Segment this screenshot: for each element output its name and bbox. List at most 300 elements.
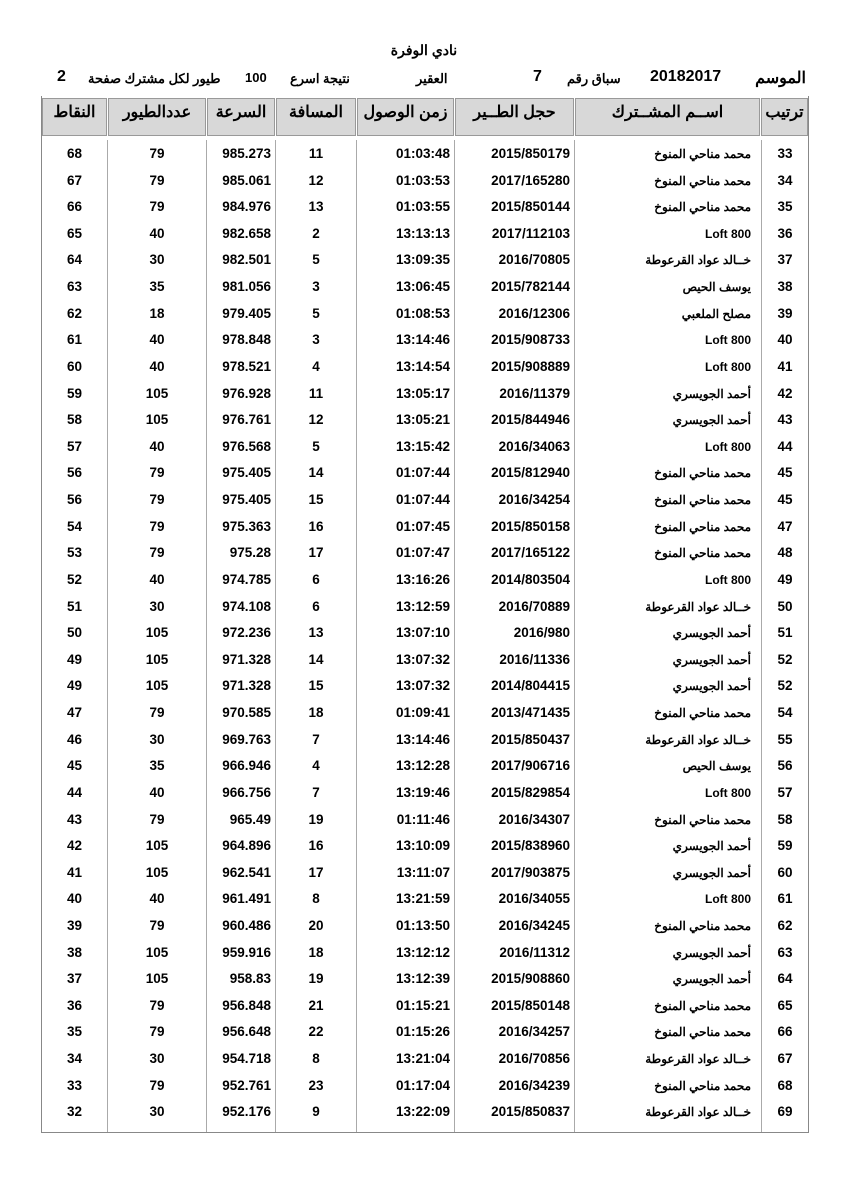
member-name-cell: محمد مناحي المنوخ xyxy=(654,519,751,534)
speed-cell: 965.49 xyxy=(229,811,271,827)
member-name-cell: أحمد الجويسري xyxy=(672,386,751,401)
distance-cell: 11 xyxy=(308,385,324,401)
speed-cell: 952.176 xyxy=(222,1104,271,1120)
speed-cell: 956.848 xyxy=(222,997,271,1013)
distance-cell: 20 xyxy=(308,917,324,933)
distance-cell: 17 xyxy=(308,545,324,561)
table-row xyxy=(42,673,808,699)
member-name-cell: Loft 800 xyxy=(704,785,751,800)
birds-cell: 79 xyxy=(149,146,165,161)
birds-cell: 30 xyxy=(149,1051,165,1067)
ring-cell: 2016/34063 xyxy=(498,438,570,454)
table-row xyxy=(42,780,808,806)
birds-cell: 18 xyxy=(149,305,165,321)
ring-cell: 2016/11379 xyxy=(499,385,570,401)
header-arrival-time: زمن الوصول xyxy=(357,98,454,136)
ring-cell: 2016/34254 xyxy=(498,492,570,508)
rank-cell: 48 xyxy=(777,545,793,561)
arrival-time-cell: 13:22:09 xyxy=(395,1104,450,1120)
member-name-cell: Loft 800 xyxy=(704,226,751,241)
birds-cell: 79 xyxy=(149,811,165,827)
distance-cell: 7 xyxy=(312,784,320,800)
distance-cell: 4 xyxy=(312,758,320,774)
birds-cell: 105 xyxy=(145,838,169,854)
distance-cell: 3 xyxy=(312,332,320,348)
distance-cell: 16 xyxy=(308,838,324,854)
member-name-cell: أحمد الجويسري xyxy=(672,972,751,987)
member-name-cell: محمد مناحي المنوخ xyxy=(654,812,751,827)
points-cell: 42 xyxy=(66,838,83,854)
ring-cell: 2016/34257 xyxy=(498,1024,570,1040)
rank-cell: 69 xyxy=(777,1104,793,1120)
arrival-time-cell: 13:07:10 xyxy=(395,625,450,641)
distance-cell: 18 xyxy=(308,705,324,721)
points-cell: 44 xyxy=(66,784,83,800)
rank-cell: 50 xyxy=(777,598,793,614)
arrival-time-cell: 01:03:55 xyxy=(395,199,450,215)
points-cell: 50 xyxy=(66,625,83,641)
distance-cell: 22 xyxy=(308,1024,324,1040)
member-name-cell: يوسف الحيص xyxy=(682,759,751,774)
arrival-time-cell: 13:12:28 xyxy=(395,758,450,774)
points-cell: 63 xyxy=(66,279,83,295)
points-cell: 56 xyxy=(66,492,83,508)
member-name-cell: أحمد الجويسري xyxy=(672,413,751,428)
birds-cell: 40 xyxy=(149,358,165,374)
speed-cell: 976.568 xyxy=(222,438,271,454)
arrival-time-cell: 01:07:45 xyxy=(395,518,450,534)
speed-cell: 985.061 xyxy=(222,172,271,188)
arrival-time-cell: 13:05:17 xyxy=(395,385,450,401)
ring-cell: 2016/12306 xyxy=(498,305,570,321)
table-header xyxy=(42,96,808,138)
ring-cell: 2015/850179 xyxy=(491,146,570,161)
points-cell: 60 xyxy=(66,358,83,374)
ring-cell: 2015/812940 xyxy=(491,465,570,481)
distance-cell: 6 xyxy=(312,598,320,614)
table-row xyxy=(42,940,808,966)
speed-cell: 959.916 xyxy=(222,944,271,960)
ring-cell: 2017/112103 xyxy=(491,225,570,241)
birds-cell: 105 xyxy=(145,864,169,880)
arrival-time-cell: 13:19:46 xyxy=(395,784,450,800)
result-label: نتيجة اسرع xyxy=(290,71,350,86)
speed-cell: 976.761 xyxy=(222,412,271,428)
speed-cell: 982.501 xyxy=(222,252,271,268)
member-name-cell: أحمد الجويسري xyxy=(672,679,751,694)
birds-cell: 30 xyxy=(149,252,165,268)
rank-cell: 52 xyxy=(777,678,793,694)
ring-cell: 2017/165280 xyxy=(491,172,570,188)
rank-cell: 47 xyxy=(777,518,793,534)
member-name-cell: محمد مناحي المنوخ xyxy=(654,173,751,188)
member-name-cell: خــالد عواد القرعوطة xyxy=(645,253,751,268)
ring-cell: 2016/980 xyxy=(513,625,570,641)
ring-cell: 2017/906716 xyxy=(491,758,570,774)
points-cell: 33 xyxy=(66,1077,83,1093)
ring-cell: 2016/34055 xyxy=(498,891,570,907)
table-row xyxy=(42,567,808,593)
rank-cell: 45 xyxy=(777,465,793,481)
distance-cell: 15 xyxy=(308,678,324,694)
distance-cell: 14 xyxy=(308,465,324,481)
birds-cell: 35 xyxy=(149,279,165,295)
speed-cell: 984.976 xyxy=(222,199,271,215)
rank-cell: 59 xyxy=(777,838,793,854)
rank-cell: 61 xyxy=(777,891,793,907)
distance-cell: 15 xyxy=(308,492,324,508)
birds-cell: 30 xyxy=(149,1104,165,1120)
arrival-time-cell: 13:07:32 xyxy=(395,678,450,694)
points-cell: 35 xyxy=(66,1024,83,1040)
distance-cell: 16 xyxy=(308,518,324,534)
rank-cell: 39 xyxy=(777,305,793,321)
points-cell: 53 xyxy=(66,545,83,561)
speed-cell: 960.486 xyxy=(222,917,271,933)
member-name-cell: يوسف الحيص xyxy=(682,280,751,295)
speed-cell: 971.328 xyxy=(222,678,271,694)
birds-cell: 79 xyxy=(149,492,165,508)
arrival-time-cell: 13:16:26 xyxy=(395,571,450,587)
distance-cell: 21 xyxy=(308,997,324,1013)
member-name-cell: محمد مناحي المنوخ xyxy=(654,546,751,561)
ring-cell: 2016/34245 xyxy=(498,917,570,933)
table-row xyxy=(42,487,808,513)
arrival-time-cell: 01:07:44 xyxy=(395,492,450,508)
header-speed: السرعة xyxy=(207,98,275,136)
points-cell: 47 xyxy=(66,705,83,721)
rank-cell: 65 xyxy=(777,997,793,1013)
distance-cell: 8 xyxy=(312,1051,320,1067)
rank-cell: 60 xyxy=(777,864,793,880)
rank-cell: 68 xyxy=(777,1077,793,1093)
birds-cell: 105 xyxy=(145,412,169,428)
points-cell: 62 xyxy=(66,305,83,321)
speed-cell: 974.785 xyxy=(222,571,271,587)
birds-cell: 79 xyxy=(149,997,165,1013)
distance-cell: 18 xyxy=(308,944,324,960)
speed-cell: 976.928 xyxy=(222,385,271,401)
table-row xyxy=(42,407,808,433)
table-row xyxy=(42,381,808,407)
arrival-time-cell: 13:14:54 xyxy=(395,358,450,374)
ring-cell: 2014/803504 xyxy=(491,571,570,587)
member-name-cell: Loft 800 xyxy=(704,333,751,348)
distance-cell: 5 xyxy=(312,252,320,268)
member-name-cell: محمد مناحي المنوخ xyxy=(654,998,751,1013)
speed-cell: 974.108 xyxy=(222,598,271,614)
birds-cell: 105 xyxy=(145,385,169,401)
birds-count: 100 xyxy=(245,70,267,85)
arrival-time-cell: 13:06:45 xyxy=(395,279,450,295)
distance-cell: 12 xyxy=(308,172,324,188)
table-row xyxy=(42,886,808,912)
rank-cell: 41 xyxy=(777,358,793,374)
distance-cell: 7 xyxy=(312,731,320,747)
points-cell: 54 xyxy=(66,518,83,534)
rank-cell: 36 xyxy=(777,225,793,241)
club-title: نادي الوفرة xyxy=(390,42,458,58)
points-cell: 64 xyxy=(66,252,83,268)
arrival-time-cell: 01:15:21 xyxy=(395,997,450,1013)
ring-cell: 2017/165122 xyxy=(491,545,570,561)
ring-cell: 2016/70805 xyxy=(498,252,570,268)
birds-cell: 79 xyxy=(149,172,165,188)
table-row xyxy=(42,700,808,726)
arrival-time-cell: 01:11:46 xyxy=(396,811,450,827)
speed-cell: 962.541 xyxy=(222,864,271,880)
race-location: العقير xyxy=(416,71,448,86)
member-name-cell: خــالد عواد القرعوطة xyxy=(645,732,751,747)
points-cell: 49 xyxy=(66,678,83,694)
rank-cell: 49 xyxy=(777,571,793,587)
ring-cell: 2015/850437 xyxy=(491,731,570,747)
table-row xyxy=(42,168,808,194)
member-name-cell: محمد مناحي المنوخ xyxy=(654,200,751,215)
arrival-time-cell: 01:03:53 xyxy=(395,172,450,188)
birds-cell: 35 xyxy=(149,758,165,774)
birds-cell: 79 xyxy=(149,465,165,481)
arrival-time-cell: 13:15:42 xyxy=(395,438,450,454)
distance-cell: 19 xyxy=(308,971,324,987)
distance-cell: 14 xyxy=(308,651,324,667)
birds-cell: 105 xyxy=(145,625,169,641)
birds-cell: 40 xyxy=(149,438,165,454)
speed-cell: 975.363 xyxy=(222,518,271,534)
birds-cell: 105 xyxy=(145,944,169,960)
points-cell: 67 xyxy=(66,172,83,188)
arrival-time-cell: 13:05:21 xyxy=(395,412,450,428)
points-cell: 51 xyxy=(66,598,83,614)
table-row xyxy=(42,141,808,167)
rank-cell: 64 xyxy=(777,971,793,987)
member-name-cell: خــالد عواد القرعوطة xyxy=(645,1052,751,1067)
distance-cell: 5 xyxy=(312,438,320,454)
rank-cell: 42 xyxy=(777,385,793,401)
distance-cell: 13 xyxy=(308,625,324,641)
birds-cell: 79 xyxy=(149,1077,165,1093)
distance-cell: 12 xyxy=(308,412,324,428)
member-name-cell: Loft 800 xyxy=(704,572,751,587)
table-row xyxy=(42,1046,808,1072)
arrival-time-cell: 13:21:04 xyxy=(395,1051,450,1067)
member-name-cell: محمد مناحي المنوخ xyxy=(654,147,751,161)
points-cell: 41 xyxy=(66,864,83,880)
rank-cell: 55 xyxy=(777,731,793,747)
speed-cell: 958.83 xyxy=(229,971,271,987)
points-cell: 65 xyxy=(66,225,83,241)
results-table xyxy=(41,96,809,1133)
member-name-cell: خــالد عواد القرعوطة xyxy=(645,599,751,614)
birds-cell: 79 xyxy=(149,1024,165,1040)
member-name-cell: أحمد الجويسري xyxy=(672,839,751,854)
distance-cell: 17 xyxy=(308,864,324,880)
distance-cell: 2 xyxy=(312,225,320,241)
rank-cell: 35 xyxy=(777,199,793,215)
rank-cell: 51 xyxy=(777,625,793,641)
table-row xyxy=(42,753,808,779)
per-member-label: طيور لكل مشترك صفحة xyxy=(88,71,221,86)
table-row xyxy=(42,833,808,859)
header-ring: حجل الطــير xyxy=(455,98,574,136)
points-cell: 39 xyxy=(66,917,83,933)
speed-cell: 975.28 xyxy=(229,545,271,561)
member-name-cell: محمد مناحي المنوخ xyxy=(654,706,751,721)
speed-cell: 961.491 xyxy=(222,891,271,907)
birds-cell: 40 xyxy=(149,784,165,800)
table-row xyxy=(42,434,808,460)
table-row xyxy=(42,540,808,566)
ring-cell: 2016/70856 xyxy=(498,1051,570,1067)
arrival-time-cell: 13:12:59 xyxy=(395,598,450,614)
points-cell: 38 xyxy=(66,944,83,960)
birds-cell: 40 xyxy=(149,225,165,241)
ring-cell: 2015/850158 xyxy=(491,518,570,534)
ring-cell: 2014/804415 xyxy=(491,678,570,694)
speed-cell: 985.273 xyxy=(222,146,271,161)
ring-cell: 2015/782144 xyxy=(491,279,570,295)
ring-cell: 2015/829854 xyxy=(491,784,570,800)
rank-cell: 52 xyxy=(777,651,793,667)
arrival-time-cell: 13:11:07 xyxy=(396,864,450,880)
speed-cell: 964.896 xyxy=(222,838,271,854)
header-member-name: اســم المشــترك xyxy=(575,98,760,136)
birds-cell: 40 xyxy=(149,571,165,587)
birds-cell: 105 xyxy=(145,678,169,694)
points-cell: 36 xyxy=(66,997,83,1013)
member-name-cell: خــالد عواد القرعوطة xyxy=(645,1105,751,1120)
speed-cell: 981.056 xyxy=(222,279,271,295)
birds-cell: 105 xyxy=(145,651,169,667)
distance-cell: 5 xyxy=(312,305,320,321)
member-name-cell: مصلح الملعبي xyxy=(681,306,751,321)
member-name-cell: أحمد الجويسري xyxy=(672,626,751,641)
rank-cell: 57 xyxy=(777,784,793,800)
birds-cell: 105 xyxy=(145,971,169,987)
points-cell: 58 xyxy=(66,412,83,428)
table-row xyxy=(42,966,808,992)
table-row xyxy=(42,460,808,486)
rank-cell: 34 xyxy=(777,172,793,188)
arrival-time-cell: 13:07:32 xyxy=(395,651,450,667)
race-number: 7 xyxy=(533,68,542,85)
member-name-cell: Loft 800 xyxy=(704,439,751,454)
header-rank: ترتيب xyxy=(761,98,808,136)
speed-cell: 952.761 xyxy=(222,1077,271,1093)
member-name-cell: محمد مناحي المنوخ xyxy=(654,466,751,481)
table-row xyxy=(42,274,808,300)
table-row xyxy=(42,727,808,753)
ring-cell: 2015/838960 xyxy=(491,838,570,854)
table-row xyxy=(42,1099,808,1125)
rank-cell: 63 xyxy=(777,944,793,960)
speed-cell: 972.236 xyxy=(222,625,271,641)
birds-cell: 79 xyxy=(149,705,165,721)
header-distance: المسافة xyxy=(276,98,356,136)
member-name-cell: أحمد الجويسري xyxy=(672,945,751,960)
points-cell: 45 xyxy=(66,758,83,774)
distance-cell: 4 xyxy=(312,358,320,374)
rank-cell: 45 xyxy=(777,492,793,508)
page-number: 2 xyxy=(57,68,66,85)
points-cell: 37 xyxy=(66,971,83,987)
table-row xyxy=(42,354,808,380)
ring-cell: 2015/850144 xyxy=(491,199,570,215)
speed-cell: 982.658 xyxy=(222,225,271,241)
arrival-time-cell: 13:21:59 xyxy=(395,891,450,907)
table-row xyxy=(42,1073,808,1099)
points-cell: 66 xyxy=(66,199,83,215)
speed-cell: 966.756 xyxy=(222,784,271,800)
arrival-time-cell: 01:09:41 xyxy=(395,705,450,721)
ring-cell: 2015/850837 xyxy=(491,1104,570,1120)
points-cell: 46 xyxy=(66,731,83,747)
ring-cell: 2015/908889 xyxy=(491,358,570,374)
ring-cell: 2016/70889 xyxy=(498,598,570,614)
table-row xyxy=(42,247,808,273)
arrival-time-cell: 01:15:26 xyxy=(395,1024,450,1040)
speed-cell: 975.405 xyxy=(222,492,271,508)
table-row xyxy=(42,301,808,327)
rank-cell: 43 xyxy=(777,412,793,428)
arrival-time-cell: 13:12:39 xyxy=(395,971,450,987)
points-cell: 40 xyxy=(66,891,83,907)
ring-cell: 2013/471435 xyxy=(491,705,570,721)
arrival-time-cell: 01:07:44 xyxy=(395,465,450,481)
points-cell: 57 xyxy=(66,438,83,454)
member-name-cell: Loft 800 xyxy=(704,359,751,374)
table-row xyxy=(42,514,808,540)
rank-cell: 44 xyxy=(777,438,793,454)
rank-cell: 67 xyxy=(777,1051,793,1067)
arrival-time-cell: 13:10:09 xyxy=(395,838,450,854)
speed-cell: 979.405 xyxy=(222,305,271,321)
birds-cell: 40 xyxy=(149,332,165,348)
member-name-cell: أحمد الجويسري xyxy=(672,652,751,667)
rank-cell: 54 xyxy=(777,705,793,721)
arrival-time-cell: 01:07:47 xyxy=(395,545,450,561)
birds-cell: 30 xyxy=(149,731,165,747)
table-row xyxy=(42,860,808,886)
header-points: النقاط xyxy=(42,98,107,136)
rank-cell: 56 xyxy=(777,758,793,774)
birds-cell: 79 xyxy=(149,917,165,933)
ring-cell: 2015/850148 xyxy=(491,997,570,1013)
birds-cell: 79 xyxy=(149,518,165,534)
rank-cell: 58 xyxy=(777,811,793,827)
arrival-time-cell: 13:12:12 xyxy=(395,944,450,960)
distance-cell: 8 xyxy=(312,891,320,907)
birds-cell: 30 xyxy=(149,598,165,614)
season-label: الموسم xyxy=(755,70,806,87)
rank-cell: 66 xyxy=(777,1024,793,1040)
rank-cell: 62 xyxy=(777,917,793,933)
ring-cell: 2016/11336 xyxy=(499,651,570,667)
distance-cell: 6 xyxy=(312,571,320,587)
points-cell: 68 xyxy=(66,146,83,161)
table-row xyxy=(42,993,808,1019)
speed-cell: 978.848 xyxy=(222,332,271,348)
table-row xyxy=(42,221,808,247)
arrival-time-cell: 13:14:46 xyxy=(395,731,450,747)
member-name-cell: محمد مناحي المنوخ xyxy=(654,1025,751,1040)
member-name-cell: Loft 800 xyxy=(704,892,751,907)
distance-cell: 9 xyxy=(312,1104,320,1120)
speed-cell: 971.328 xyxy=(222,651,271,667)
speed-cell: 954.718 xyxy=(222,1051,271,1067)
table-row xyxy=(42,913,808,939)
arrival-time-cell: 01:03:48 xyxy=(395,146,450,161)
